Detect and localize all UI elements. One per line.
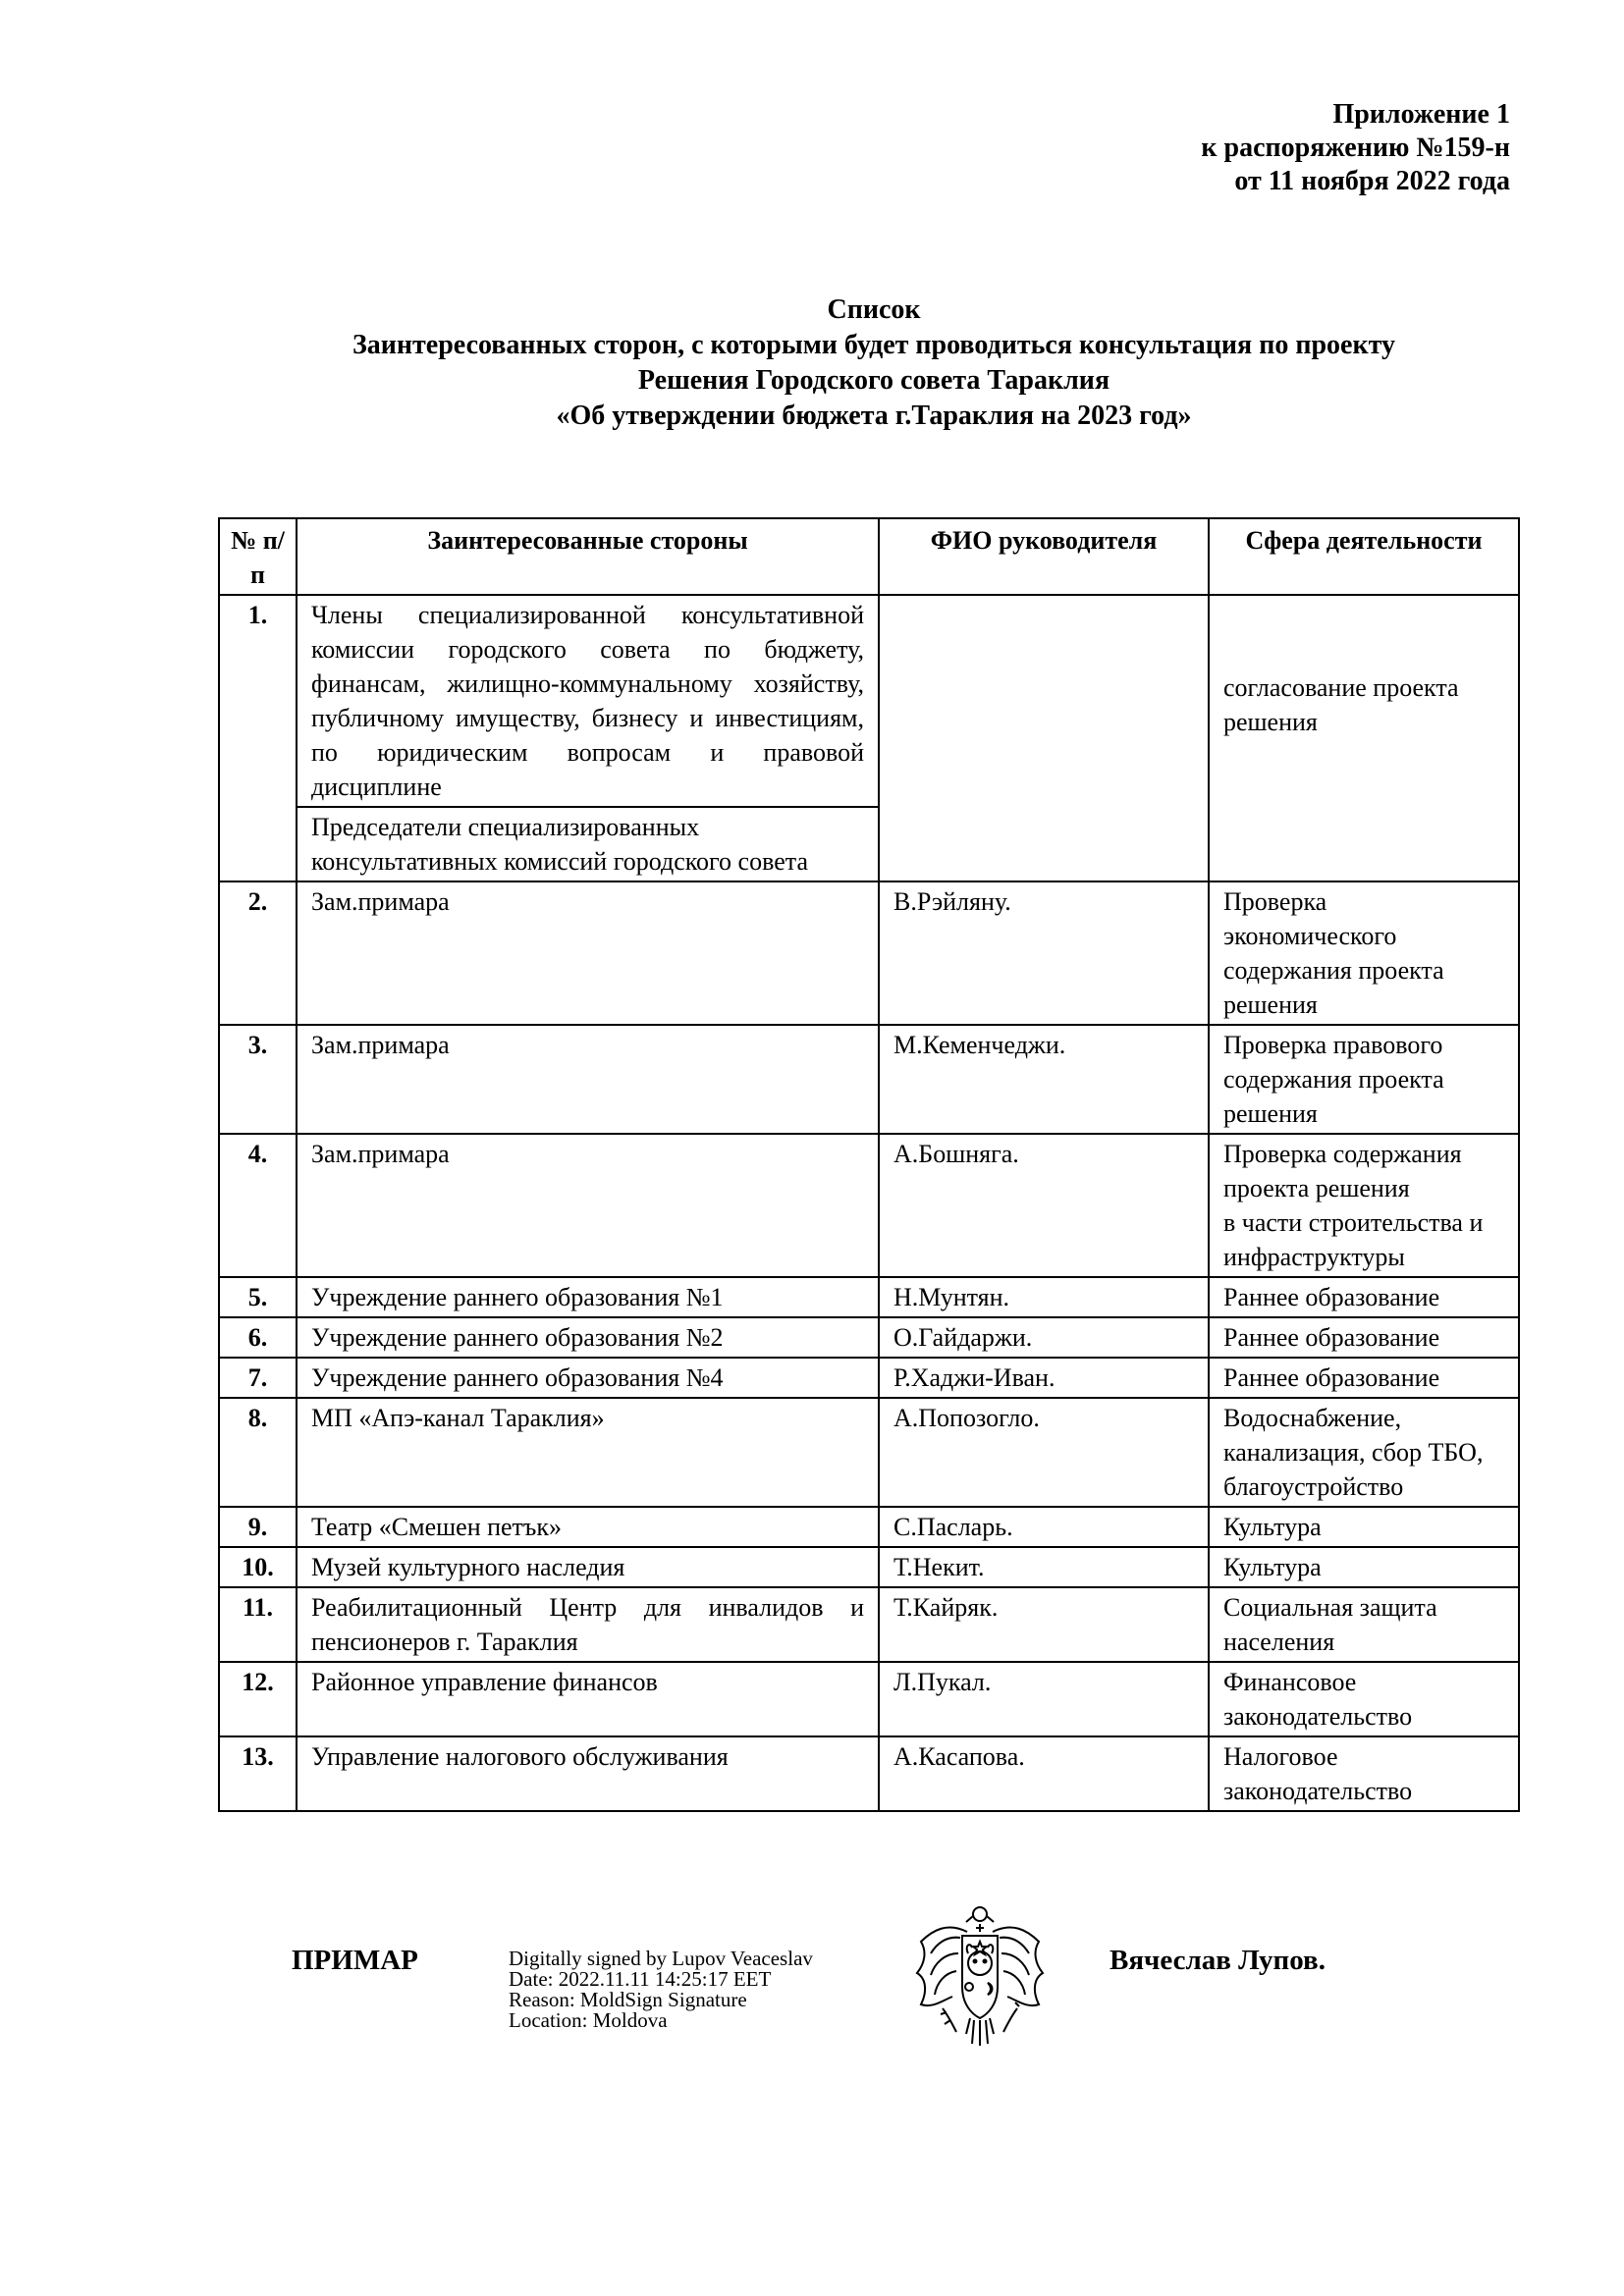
digital-signature-block <box>509 1949 921 2031</box>
title-line-2: Заинтересованных сторон, с которыми будет проводиться консультация по проекту <box>352 330 1395 360</box>
row-sphere: Финансовое законодательство <box>1209 1662 1519 1736</box>
row-sphere-line-1: Проверка содержания проекта решения <box>1223 1140 1462 1202</box>
document-title <box>147 293 1600 434</box>
row-num: 13. <box>219 1736 297 1811</box>
row-head <box>879 595 1209 881</box>
table-row <box>219 1358 1519 1398</box>
row-party: Члены специализированной консультативной комиссии городского совета по бюджету, финансам, жилищно-коммунальному хозяйству, публичному имуществу, бизнесу и инвестициям, по юридическим вопросам и правовой дисциплине <box>297 595 879 807</box>
row-sphere: Налоговое законодательство <box>1209 1736 1519 1811</box>
row-sphere: Раннее образование <box>1209 1277 1519 1317</box>
table-row <box>219 595 1519 807</box>
row-head: Т.Кайряк. <box>879 1587 1209 1662</box>
row-head: А.Касапова. <box>879 1736 1209 1811</box>
row-party-2: Председатели специализированных консультативных комиссий городского совета <box>297 807 879 881</box>
row-num: 3. <box>219 1025 297 1134</box>
annex-line-2: к распоряжению №159-н <box>1201 133 1510 163</box>
table-row <box>219 1547 1519 1587</box>
row-sphere: Проверка экономического содержания проекта решения <box>1209 881 1519 1025</box>
title-line-3: Решения Городского совета Тараклия <box>637 365 1110 396</box>
row-num: 6. <box>219 1317 297 1358</box>
row-num: 10. <box>219 1547 297 1587</box>
signature-line-3: Reason: MoldSign Signature <box>509 1988 747 2011</box>
row-head: А.Попозогло. <box>879 1398 1209 1507</box>
signature-line-1: Digitally signed by Lupov Veaceslav <box>509 1947 813 1970</box>
row-party: Реабилитационный Центр для инвалидов и пенсионеров г. Тараклия <box>297 1587 879 1662</box>
row-sphere <box>1209 1134 1519 1277</box>
row-head: Р.Хаджи-Иван. <box>879 1358 1209 1398</box>
row-sphere: Водоснабжение, канализация, сбор ТБО, благоустройство <box>1209 1398 1519 1507</box>
header-sphere: Сфера деятельности <box>1209 518 1519 595</box>
row-party: МП «Апэ-канал Тараклия» <box>297 1398 879 1507</box>
row-sphere-line-2: в части строительства и инфраструктуры <box>1223 1208 1484 1271</box>
row-head: А.Бошняга. <box>879 1134 1209 1277</box>
table-header-row <box>219 518 1519 595</box>
row-head: О.Гайдаржи. <box>879 1317 1209 1358</box>
title-line-4: «Об утверждении бюджета г.Тараклия на 2023 год» <box>556 400 1192 431</box>
row-head: М.Кеменчеджи. <box>879 1025 1209 1134</box>
row-party: Районное управление финансов <box>297 1662 879 1736</box>
table-row <box>219 1736 1519 1811</box>
row-party: Зам.примара <box>297 1025 879 1134</box>
row-num: 12. <box>219 1662 297 1736</box>
row-num: 5. <box>219 1277 297 1317</box>
row-num: 11. <box>219 1587 297 1662</box>
header-num: № п/п <box>219 518 297 595</box>
row-sphere: Культура <box>1209 1507 1519 1547</box>
row-party: Учреждение раннего образования №2 <box>297 1317 879 1358</box>
row-party: Зам.примара <box>297 1134 879 1277</box>
table-row <box>219 1507 1519 1547</box>
row-head: Н.Мунтян. <box>879 1277 1209 1317</box>
row-head: Л.Пукал. <box>879 1662 1209 1736</box>
row-num: 8. <box>219 1398 297 1507</box>
row-party: Театр «Смешен петък» <box>297 1507 879 1547</box>
row-num: 2. <box>219 881 297 1025</box>
row-party: Управление налогового обслуживания <box>297 1736 879 1811</box>
row-party: Зам.примара <box>297 881 879 1025</box>
table-row <box>219 1662 1519 1736</box>
header-party: Заинтересованные стороны <box>297 518 879 595</box>
row-num: 1. <box>219 595 297 881</box>
table-row <box>219 881 1519 1025</box>
row-num: 9. <box>219 1507 297 1547</box>
row-sphere: Проверка правового содержания проекта решения <box>1209 1025 1519 1134</box>
row-sphere: Раннее образование <box>1209 1317 1519 1358</box>
mayor-name: Вячеслав Лупов. <box>1110 1945 1326 1976</box>
table-row <box>219 1317 1519 1358</box>
row-sphere: Социальная защита населения <box>1209 1587 1519 1662</box>
row-party: Учреждение раннего образования №4 <box>297 1358 879 1398</box>
table-row <box>219 1134 1519 1277</box>
row-num: 4. <box>219 1134 297 1277</box>
row-head: Т.Некит. <box>879 1547 1209 1587</box>
row-sphere: согласование проекта решения <box>1209 595 1519 881</box>
mayor-position: ПРИМАР <box>292 1945 418 1976</box>
row-party: Учреждение раннего образования №1 <box>297 1277 879 1317</box>
stakeholders-table <box>218 517 1520 1812</box>
row-sphere: Раннее образование <box>1209 1358 1519 1398</box>
coat-of-arms-icon <box>913 1902 1047 2050</box>
row-sphere: Культура <box>1209 1547 1519 1587</box>
annex-line-3: от 11 ноября 2022 года <box>1234 166 1510 196</box>
row-head: С.Пасларь. <box>879 1507 1209 1547</box>
annex-line-1: Приложение 1 <box>1332 99 1510 130</box>
title-line-1: Список <box>827 294 921 325</box>
signature-line-4: Location: Moldova <box>509 2008 668 2032</box>
row-head: В.Рэйляну. <box>879 881 1209 1025</box>
table-row <box>219 1277 1519 1317</box>
header-head: ФИО руководителя <box>879 518 1209 595</box>
table-row <box>219 1025 1519 1134</box>
table-row <box>219 1587 1519 1662</box>
table-row <box>219 1398 1519 1507</box>
row-party: Музей культурного наследия <box>297 1547 879 1587</box>
signature-line-2: Date: 2022.11.11 14:25:17 EET <box>509 1967 772 1991</box>
annex-header <box>823 98 1510 198</box>
row-num: 7. <box>219 1358 297 1398</box>
